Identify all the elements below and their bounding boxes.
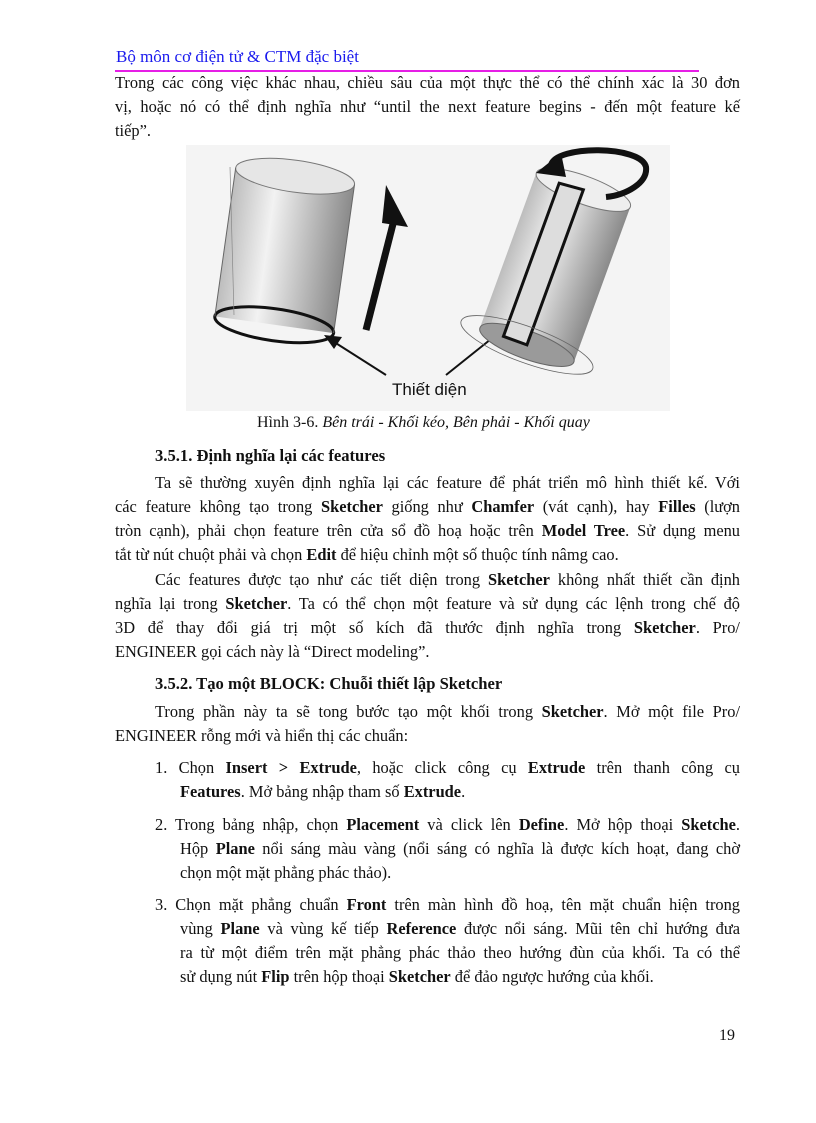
- paragraph-line: [115, 545, 619, 565]
- paragraph-line: [115, 642, 430, 662]
- list-item-line: [180, 839, 740, 859]
- text-run: , hoặc click công cụ: [356, 758, 528, 777]
- text-run: tiếp”.: [115, 121, 151, 140]
- text-run: các feature không tạo trong: [115, 497, 321, 516]
- text-run: tắt từ nút chuột phải và chọn: [115, 545, 307, 564]
- text-run: . Ta có thể chọn một feature và sử dụng các lệnh trong chế độ: [287, 594, 740, 613]
- text-run: không nhất thiết cần định: [549, 570, 740, 589]
- text-run: Hộp: [180, 839, 216, 858]
- bold-term: Features: [180, 782, 241, 801]
- paragraph-line: [115, 618, 740, 638]
- list-item-line: [180, 782, 465, 802]
- bold-term: Chamfer: [471, 497, 535, 516]
- list-item-line: [155, 895, 740, 915]
- caption-prefix: Hình 3-6.: [257, 414, 323, 431]
- text-run: và click lên: [419, 815, 519, 834]
- figure-label: Thiết diện: [392, 380, 467, 399]
- text-run: (lượn: [695, 497, 740, 516]
- revolve-cylinder: [455, 153, 654, 386]
- bold-term: Edit: [306, 545, 337, 564]
- text-run: vị, hoặc nó có thể định nghĩa như “until the next feature begins - đến một feature kế: [115, 97, 740, 116]
- bold-term: Front: [346, 895, 387, 914]
- text-run: ra từ một điểm trên mặt phẳng phác thảo theo hướng đùn của khối. Ta có thể: [180, 943, 740, 962]
- text-run: trên thanh công cụ: [585, 758, 740, 777]
- bold-term: Sketcher: [388, 967, 451, 986]
- bold-term: Sketcher: [225, 594, 288, 613]
- text-run: vùng: [180, 919, 221, 938]
- text-run: sử dụng nút: [180, 967, 262, 986]
- bold-term: Insert > Extrude: [225, 758, 357, 777]
- bold-term: Placement: [346, 815, 420, 834]
- text-run: Trong các công việc khác nhau, chiều sâu của một thực thể có thể chính xác là 30 đơn: [115, 73, 740, 92]
- text-run: .: [461, 782, 466, 801]
- bold-term: Flip: [261, 967, 290, 986]
- section-heading-3-5-1: 3.5.1. Định nghĩa lại các features: [155, 446, 386, 465]
- bold-term: Extrude: [403, 782, 462, 801]
- text-run: 1. Chọn: [155, 758, 226, 777]
- header-rule: [115, 70, 699, 72]
- text-run: .: [735, 815, 740, 834]
- list-item-line: [180, 967, 654, 987]
- bold-term: Sketcher: [633, 618, 696, 637]
- text-run: . Mở hộp thoại: [564, 815, 682, 834]
- bold-term: Define: [518, 815, 565, 834]
- intro-line: [115, 97, 740, 117]
- bold-term: Extrude: [527, 758, 586, 777]
- list-item-line: [180, 943, 740, 963]
- text-run: trên hộp thoại: [289, 967, 389, 986]
- text-run: . Sử dụng menu: [625, 521, 740, 540]
- caption-text: Bên trái - Khối kéo, Bên phải - Khối quay: [322, 414, 590, 431]
- text-run: giống như: [382, 497, 472, 516]
- bold-term: Model Tree: [541, 521, 626, 540]
- text-run: Các features được tạo như các tiết diện trong: [155, 570, 489, 589]
- page-number: 19: [719, 1027, 735, 1044]
- text-run: ENGINEER rỗng mới và hiển thị các chuẩn:: [115, 726, 409, 745]
- list-item-line: [180, 919, 740, 939]
- figure-caption: [257, 414, 590, 432]
- text-run: 3. Chọn mặt phẳng chuẩn: [155, 895, 347, 914]
- bold-term: Filles: [658, 497, 696, 516]
- paragraph-line: [155, 702, 740, 722]
- bold-term: Plane: [215, 839, 255, 858]
- running-header: Bộ môn cơ điện tử & CTM đặc biệt: [116, 47, 359, 66]
- paragraph-line: [115, 594, 740, 614]
- section-heading-3-5-2: 3.5.2. Tạo một BLOCK: Chuỗi thiết lập Sketcher: [155, 674, 503, 693]
- text-run: (vát cạnh), hay: [534, 497, 659, 516]
- text-run: chọn một mặt phẳng phác thảo).: [180, 863, 392, 882]
- paragraph-line: [155, 570, 740, 590]
- text-run: và vùng kế tiếp: [259, 919, 387, 938]
- text-run: để hiệu chỉnh một số thuộc tính nâmg cao.: [336, 545, 619, 564]
- bold-term: Sketche: [681, 815, 736, 834]
- text-run: . Mở bảng nhập tham số: [240, 782, 404, 801]
- bold-term: Sketcher: [488, 570, 550, 589]
- text-run: trên màn hình đồ hoạ, tên mặt chuẩn hiện trong: [386, 895, 741, 914]
- list-item-line: [155, 758, 740, 778]
- text-run: nổi sáng màu vàng (nổi sáng có nghĩa là được kích hoạt, đang chờ: [254, 839, 740, 858]
- extrude-arrow-icon: [366, 185, 408, 330]
- paragraph-line: [155, 473, 740, 493]
- paragraph-line: [115, 521, 740, 541]
- text-run: 2. Trong bảng nhập, chọn: [155, 815, 347, 834]
- list-item-line: [180, 863, 391, 883]
- bold-term: Sketcher: [321, 497, 383, 516]
- bold-term: Sketcher: [541, 702, 604, 721]
- bold-term: Plane: [220, 919, 260, 938]
- extrude-cylinder: [213, 152, 357, 349]
- bold-term: Reference: [386, 919, 457, 938]
- text-run: . Pro/: [695, 618, 740, 637]
- text-run: được nổi sáng. Mũi tên chỉ hướng đưa: [456, 919, 740, 938]
- text-run: tròn cạnh), phải chọn feature trên cửa sổ đồ hoạ hoặc trên: [115, 521, 542, 540]
- figure-extrude-revolve: [186, 145, 670, 411]
- text-run: nghĩa lại trong: [115, 594, 226, 613]
- list-item-line: [155, 815, 740, 835]
- paragraph-line: [115, 497, 740, 517]
- text-run: 3D để thay đổi giá trị một số kích đã thước định nghĩa trong: [115, 618, 634, 637]
- text-run: Trong phần này ta sẽ tong bước tạo một khối trong: [155, 702, 542, 721]
- cylinders-illustration: [186, 145, 670, 411]
- intro-line: [115, 73, 740, 93]
- intro-line: [115, 121, 151, 141]
- text-run: Ta sẽ thường xuyên định nghĩa lại các feature để phát triển mô hình thiết kế. Với: [155, 473, 740, 492]
- text-run: ENGINEER gọi cách này là “Direct modeling”.: [115, 642, 430, 661]
- text-run: . Mở một file Pro/: [603, 702, 740, 721]
- paragraph-line: [115, 726, 408, 746]
- text-run: để đảo ngược hướng của khối.: [450, 967, 654, 986]
